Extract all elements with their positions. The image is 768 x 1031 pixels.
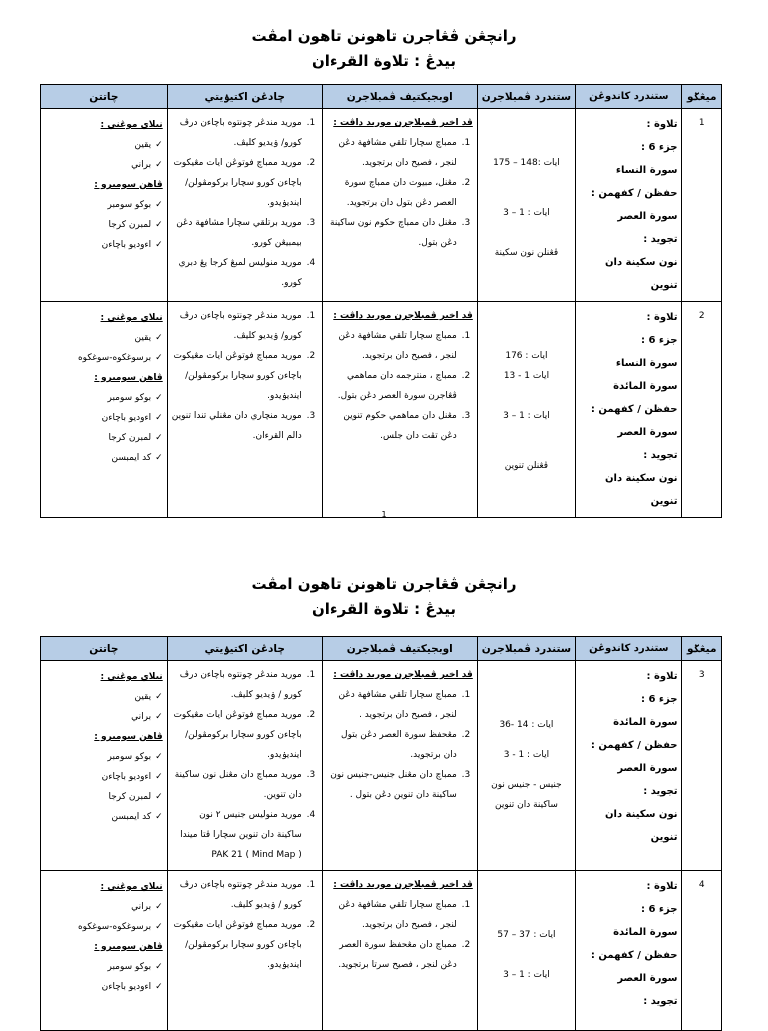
content-line: سورة النساء	[615, 165, 678, 176]
objective-heading: ڤد اخير ڤمبلاجرن موريد داڤت :	[333, 311, 473, 321]
activity-item: 1. موريد مندڠر چونتوه باچاءن درڤ کورو / ۏيديو کليڤ.	[172, 875, 304, 915]
objective-heading: ڤد اخير ڤمبلاجرن موريد داڤت :	[333, 118, 473, 128]
content-line: سورة العصر	[617, 211, 678, 222]
note-item	[45, 428, 163, 448]
learning-standard-line: ايات : 37 – 57	[497, 930, 556, 940]
note-item	[45, 707, 163, 727]
lesson-plan-table	[40, 636, 722, 1031]
note-item	[45, 687, 163, 707]
materials-heading: ڤاهن سوميرو :	[94, 373, 163, 383]
check-icon: ✓	[155, 140, 163, 150]
note-text: برسوغکوه-سوغکوه	[77, 922, 152, 932]
header-week: ميڠݢو	[682, 637, 722, 661]
content-line: حفظن / کفهمن :	[590, 404, 678, 415]
content-line: جزء 6 :	[641, 904, 678, 915]
content-line: نون سکينة دان تنوين	[604, 473, 678, 507]
note-item	[45, 747, 163, 767]
learning-standard-cell	[477, 302, 575, 518]
note-item	[45, 897, 163, 917]
note-text: براني	[131, 160, 152, 170]
objective-heading: ڤد اخير ڤمبلاجرن موريد داڤت :	[333, 880, 473, 890]
header-objectives: اوبجيکتيف ڤمبلاجرن	[322, 637, 477, 661]
note-text: برسوغکوه-سوغکوه	[77, 353, 152, 363]
check-icon: ✓	[155, 333, 163, 343]
note-text: يقين	[134, 692, 152, 702]
check-icon: ✓	[155, 453, 163, 463]
check-icon: ✓	[155, 962, 163, 972]
content-line: حفظن / کفهمن :	[590, 740, 678, 751]
activity-item: 3. موريد ممباچ دان مڠنل نون ساکينة دان تنوين.	[172, 765, 304, 805]
values-heading: نيلاي موڠني :	[100, 672, 163, 682]
activities-cell	[167, 302, 322, 518]
week-cell: 4	[682, 871, 722, 1031]
learning-standard-line: ايات 1 - 13	[503, 371, 550, 381]
activity-item: 2. موريد ممباچ فوتوڠن ايات مڠيکوت باچاءن کورو سچارا برکومڤولن/ اينديۏيدو.	[172, 915, 304, 975]
content-line: جزء 6 :	[641, 142, 678, 153]
objective-item: 2. مڠنل، مبيوت دان ممباچ سورة العصر دڠن بتول دان برتجويد.	[327, 173, 459, 213]
learning-standard-cell	[477, 109, 575, 302]
content-line: تلاوة :	[646, 119, 678, 130]
learning-standard-line: ايات : 1 – 3	[503, 411, 550, 421]
learning-standard-line: جنيس - جنيس نون ساکينة دان تنوين	[491, 780, 562, 810]
objectives-cell	[322, 871, 477, 1031]
objective-item: 2. مڠحفظ سورة العصر دڠن بتول دان برتجويد.	[327, 725, 459, 765]
objectives-list	[327, 133, 473, 253]
learning-standard-line: ايات : 1 – 3	[503, 970, 550, 980]
materials-heading: ڤاهن سوميرو :	[94, 180, 163, 190]
content-line: تجويد :	[643, 996, 678, 1007]
activities-list	[172, 665, 318, 865]
notes-cell	[41, 302, 168, 518]
learning-standard-line: ايات : 1 – 3	[503, 208, 550, 218]
note-item	[45, 408, 163, 428]
objective-item: 3. ممباچ دان مڠنل جنيس-جنيس نون ساکينة دان تنوين دڠن بتول .	[327, 765, 459, 805]
header-content-standard: ستندرد کاندوڠن	[576, 637, 682, 661]
notes-cell	[41, 871, 168, 1031]
learning-standard-line: ايات : 14 -36	[499, 720, 554, 730]
activity-item: 4. موريد منوليس لمبڠ کرجا يڠ دبري کورو.	[172, 253, 304, 293]
note-item	[45, 977, 163, 997]
content-standard-cell	[576, 871, 682, 1031]
objective-item: 2. ممباچ ، منترجمه دان مماهمي ڤڠاجرن سورة العصر دڠن بتول.	[327, 366, 459, 406]
table-row	[41, 109, 722, 302]
learning-standard-line: ايات :148 – 175	[493, 158, 560, 168]
content-line: سورة المائدة	[613, 381, 678, 392]
activity-item: 4. موريد منوليس جنيس ۲ نون ساکينة دان تنوين سچارا ڤتا ميندا PAK 21 ( Mind Map )	[172, 805, 304, 865]
activities-list	[172, 306, 318, 446]
learning-standard-cell	[477, 661, 575, 871]
note-item	[45, 787, 163, 807]
header-activities: چادڠن اکتيۏيتي	[167, 637, 322, 661]
check-icon: ✓	[155, 413, 163, 423]
learning-standard-line: ڤڠنلن نون سکينة	[494, 248, 559, 258]
header-learning-standard: ستندرد ڤمبلاجرن	[477, 85, 575, 109]
note-item	[45, 807, 163, 827]
note-item	[45, 767, 163, 787]
header-activities: چادڠن اکتيۏيتي	[167, 85, 322, 109]
activity-item: 1. موريد مندڠر چونتوه باچاءن درڤ کورو / ۏيديو کليڤ.	[172, 665, 304, 705]
objective-heading: ڤد اخير ڤمبلاجرن موريد داڤت :	[333, 670, 473, 680]
note-text: يقين	[134, 333, 152, 343]
content-line: حفظن / کفهمن :	[590, 950, 678, 961]
note-text: لمبرن کرجا	[108, 792, 152, 802]
learning-standard-line: ايات : 176	[505, 351, 548, 361]
note-text: بوکو سومبر	[107, 393, 152, 403]
header-objectives: اوبجيکتيف ڤمبلاجرن	[322, 85, 477, 109]
objectives-list	[327, 326, 473, 446]
note-item	[45, 917, 163, 937]
document-title: رانچڠن ڤڠاجرن تاهونن تاهون امڤت	[251, 27, 517, 45]
activities-cell	[167, 661, 322, 871]
content-line: تجويد :	[643, 786, 678, 797]
content-line: جزء 6 :	[641, 335, 678, 346]
objectives-cell	[322, 302, 477, 518]
note-text: اءوديو باچاءن	[101, 982, 152, 992]
table-row	[41, 661, 722, 871]
note-text: لمبرن کرجا	[108, 220, 152, 230]
objective-item: 1. ممباچ سچارا تلقي مشافهة دڠن لنجر ، فصيح دان برتجويد.	[327, 895, 459, 935]
activities-cell	[167, 109, 322, 302]
objective-item: 1. ممباچ سچارا تلقي مشافهة دڠن لنجر ، فصيح دان برتجويد.	[327, 133, 459, 173]
content-line: تلاوة :	[646, 671, 678, 682]
check-icon: ✓	[155, 712, 163, 722]
content-standard-cell	[576, 109, 682, 302]
objectives-cell	[322, 109, 477, 302]
header-content-standard: ستندرد کاندوڠن	[576, 85, 682, 109]
check-icon: ✓	[155, 200, 163, 210]
note-text: کد ايمبسن	[111, 812, 152, 822]
table-row	[41, 871, 722, 1031]
content-line: سورة العصر	[617, 763, 678, 774]
content-line: نون سکينة دان تنوين	[604, 809, 678, 843]
check-icon: ✓	[155, 433, 163, 443]
note-text: بوکو سومبر	[107, 200, 152, 210]
note-item	[45, 388, 163, 408]
content-line: تجويد :	[643, 450, 678, 461]
content-line: سورة المائدة	[613, 717, 678, 728]
note-item	[45, 328, 163, 348]
activity-item: 3. موريد برتلقي سچارا مشافهة دڠن بيمبيڠن کورو.	[172, 213, 304, 253]
content-standard-cell	[576, 661, 682, 871]
materials-heading: ڤاهن سوميرو :	[94, 732, 163, 742]
notes-cell	[41, 661, 168, 871]
check-icon: ✓	[155, 792, 163, 802]
table-header-row	[41, 637, 722, 661]
note-text: لمبرن کرجا	[108, 433, 152, 443]
content-line: تجويد :	[643, 234, 678, 245]
header-notes: چاتتن	[41, 637, 168, 661]
content-line: سورة العصر	[617, 973, 678, 984]
objective-item: 3. مڠنل دان ممباچ حکوم نون ساکينة دڠن بتول.	[327, 213, 459, 253]
objective-item: 1. ممباچ سچارا تلقي مشافهة دڠن لنجر ، فصيح دان برتجويد.	[327, 326, 459, 366]
check-icon: ✓	[155, 353, 163, 363]
note-item	[45, 215, 163, 235]
notes-cell	[41, 109, 168, 302]
note-item	[45, 448, 163, 468]
note-item	[45, 348, 163, 368]
learning-standard-line: ايات : 1 - 3	[503, 750, 550, 760]
content-line: حفظن / کفهمن :	[590, 188, 678, 199]
objective-item: 3. مڠنل دان مماهمي حکوم تنوين دڠن تڤت دان جلس.	[327, 406, 459, 446]
note-text: کد ايمبسن	[111, 453, 152, 463]
values-heading: نيلاي موڠني :	[100, 882, 163, 892]
objectives-cell	[322, 661, 477, 871]
activity-item: 2. موريد ممباچ فوتوڠن ايات مڠيکوت باچاءن کورو سچارا برکومڤولن/ اينديۏيدو.	[172, 153, 304, 213]
header-notes: چاتتن	[41, 85, 168, 109]
note-text: بوکو سومبر	[107, 752, 152, 762]
note-text: اءوديو باچاءن	[101, 240, 152, 250]
check-icon: ✓	[155, 240, 163, 250]
note-item	[45, 957, 163, 977]
check-icon: ✓	[155, 812, 163, 822]
week-cell: 2	[682, 302, 722, 518]
activity-item: 3. موريد منچاري دان مڠنلي تندا تنوين دالم القرءان.	[172, 406, 304, 446]
activities-list	[172, 875, 318, 975]
note-item	[45, 235, 163, 255]
check-icon: ✓	[155, 902, 163, 912]
learning-standard-line: ڤڠنلن تنوين	[504, 461, 549, 471]
content-line: تلاوة :	[646, 312, 678, 323]
activity-item: 2. موريد ممباچ فوتوڠن ايات مڠيکوت باچاءن کورو سچارا برکومڤولن/ اينديۏيدو.	[172, 705, 304, 765]
note-text: بوکو سومبر	[107, 962, 152, 972]
document-title: رانچڠن ڤڠاجرن تاهونن تاهون امڤت	[251, 575, 517, 593]
header-learning-standard: ستندرد ڤمبلاجرن	[477, 637, 575, 661]
check-icon: ✓	[155, 393, 163, 403]
check-icon: ✓	[155, 772, 163, 782]
check-icon: ✓	[155, 160, 163, 170]
note-item	[45, 155, 163, 175]
objectives-list	[327, 895, 473, 975]
values-heading: نيلاي موڠني :	[100, 313, 163, 323]
lesson-plan-table	[40, 84, 722, 518]
materials-heading: ڤاهن سوميرو :	[94, 942, 163, 952]
note-text: اءوديو باچاءن	[101, 772, 152, 782]
note-item	[45, 195, 163, 215]
week-cell: 3	[682, 661, 722, 871]
content-line: سورة المائدة	[613, 927, 678, 938]
activity-item: 1. موريد مندڠر چونتوه باچاءن درڤ کورو/ ۏيديو کليڤ.	[172, 113, 304, 153]
objectives-list	[327, 685, 473, 805]
objective-item: 2. ممباچ دان مڠحفظ سورة العصر دڠن لنجر ، فصيح سرتا برتجويد.	[327, 935, 459, 975]
content-line: نون سکينة دان تنوين	[604, 257, 678, 291]
table-row	[41, 302, 722, 518]
note-item	[45, 135, 163, 155]
content-line: جزء 6 :	[641, 694, 678, 705]
check-icon: ✓	[155, 752, 163, 762]
check-icon: ✓	[155, 922, 163, 932]
field-title: بيدڠ : تلاوة القرءان	[311, 600, 457, 618]
content-line: سورة النساء	[615, 358, 678, 369]
check-icon: ✓	[155, 692, 163, 702]
header-week: ميڠݢو	[682, 85, 722, 109]
values-heading: نيلاي موڠني :	[100, 120, 163, 130]
note-text: اءوديو باچاءن	[101, 413, 152, 423]
page-two	[0, 548, 768, 1007]
week-cell: 1	[682, 109, 722, 302]
check-icon: ✓	[155, 982, 163, 992]
note-text: براني	[131, 712, 152, 722]
activities-list	[172, 113, 318, 293]
content-line: تلاوة :	[646, 881, 678, 892]
learning-standard-cell	[477, 871, 575, 1031]
content-standard-cell	[576, 302, 682, 518]
activity-item: 1. موريد مندڠر چونتوه باچاءن درڤ کورو/ ۏيديو کليڤ.	[172, 306, 304, 346]
content-line: سورة العصر	[617, 427, 678, 438]
activity-item: 2. موريد ممباچ فوتوڠن ايات مڠيکوت باچاءن کورو سچارا برکومڤولن/ اينديۏيدو.	[172, 346, 304, 406]
table-header-row	[41, 85, 722, 109]
activities-cell	[167, 871, 322, 1031]
note-text: يقين	[134, 140, 152, 150]
objective-item: 1. ممباچ سچارا تلقي مشافهة دڠن لنجر ، فصيح دان برتجويد .	[327, 685, 459, 725]
page-number: 1	[381, 510, 387, 519]
note-text: براني	[131, 902, 152, 912]
check-icon: ✓	[155, 220, 163, 230]
field-title: بيدڠ : تلاوة القرءان	[311, 52, 457, 70]
